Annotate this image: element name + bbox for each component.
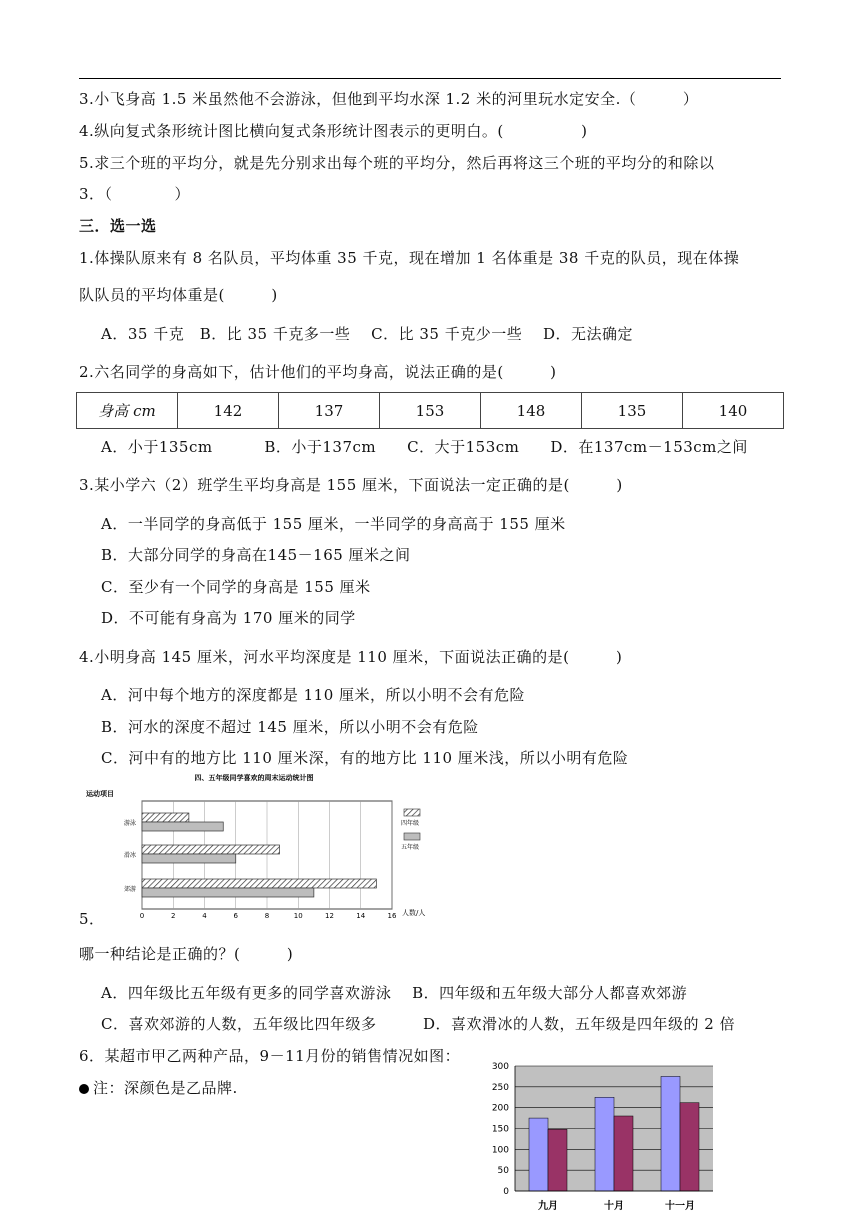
judge-q3: 3.小飞身高 1.5 米虽然他不会游泳，但他到平均水深 1.2 米的河里玩水定安全.（ ）: [79, 90, 699, 108]
mc1-stem-line2: 队队员的平均体重是( ): [79, 286, 278, 304]
y-tick-label: 100: [491, 1145, 509, 1156]
height-cell: 148: [481, 393, 582, 429]
y-tick-label: 50: [497, 1166, 509, 1177]
height-cell: 135: [582, 393, 683, 429]
bar-grade5: [142, 888, 314, 897]
bar-product-a: [661, 1076, 680, 1191]
sales-bar-chart: [480, 1058, 730, 1216]
mc1-stem-line1: 1.体操队原来有 8 名队员，平均体重 35 千克，现在增加 1 名体重是 38 千克的队员，现在体操: [79, 249, 740, 267]
judge-q5-line2: 3．（ ）: [79, 185, 191, 203]
category-label: 九月: [538, 1201, 558, 1212]
x-tick-label: 16: [387, 912, 397, 920]
bar-product-b: [680, 1103, 699, 1191]
bar-grade4: [142, 879, 376, 888]
category-label: 十一月: [665, 1201, 695, 1212]
x-tick-label: 2: [171, 912, 176, 920]
height-table: [76, 392, 784, 429]
chart-y-axis-label: 运动项目: [86, 790, 114, 798]
mc6-note: [79, 1077, 238, 1098]
mc3-option-c: C．至少有一个同学的身高是 155 厘米: [101, 578, 371, 596]
mc3-stem: 3.某小学六（2）班学生平均身高是 155 厘米，下面说法一定正确的是( ): [79, 476, 623, 494]
mc3-option-b: B．大部分同学的身高在145－165 厘米之间: [101, 546, 411, 564]
x-tick-label: 4: [202, 912, 207, 920]
mc5-options-line1: A．四年级比五年级有更多的同学喜欢游泳 B．四年级和五年级大部分人都喜欢郊游: [101, 984, 688, 1002]
y-tick-label: 0: [503, 1187, 509, 1197]
judge-q5-line1: 5.求三个班的平均分，就是先分别求出每个班的平均分，然后再将这三个班的平均分的和除以: [79, 154, 715, 172]
height-cell: 140: [683, 393, 784, 429]
bar-product-a: [595, 1097, 614, 1191]
bullet-icon: [79, 1084, 89, 1094]
x-tick-label: 0: [139, 912, 145, 920]
mc4-stem: 4.小明身高 145 厘米，河水平均深度是 110 厘米，下面说法正确的是( ): [79, 648, 623, 666]
x-tick-label: 10: [293, 912, 303, 920]
category-label: 游泳: [123, 820, 136, 827]
height-cell: 137: [279, 393, 380, 429]
mc5-question: 哪一种结论是正确的？( ): [79, 945, 294, 963]
mc2-options: A．小于135cm B．小于137cm C．大于153cm D．在137cm－153cm之间: [101, 438, 748, 456]
legend-swatch-grade5: [404, 833, 420, 840]
mc2-stem: 2.六名同学的身高如下，估计他们的平均身高，说法正确的是( ): [79, 363, 557, 381]
y-tick-label: 250: [491, 1082, 509, 1093]
category-label: 滑冰: [123, 852, 136, 859]
sports-bar-chart: [84, 770, 434, 920]
x-tick-label: 12: [325, 912, 334, 920]
bar-grade4: [142, 813, 189, 822]
bar-product-b: [614, 1116, 633, 1191]
x-tick-label: 8: [264, 912, 270, 920]
chart-title: 四、五年级同学喜欢的周末运动统计图: [194, 774, 314, 782]
y-tick-label: 150: [491, 1124, 509, 1135]
bar-grade5: [142, 854, 236, 863]
mc3-option-d: D．不可能有身高为 170 厘米的同学: [101, 609, 356, 627]
bar-grade5: [142, 822, 223, 831]
mc5-number: 5．: [79, 910, 105, 928]
category-label: 十月: [604, 1201, 624, 1212]
mc4-option-c: C．河中有的地方比 110 厘米深，有的地方比 110 厘米浅，所以小明有危险: [101, 749, 629, 767]
top-rule: [79, 78, 781, 79]
mc4-option-b: B．河水的深度不超过 145 厘米，所以小明不会有危险: [101, 718, 479, 736]
section-title: 三．选一选: [79, 217, 157, 235]
mc5-options-line2: C．喜欢郊游的人数，五年级比四年级多 D．喜欢滑冰的人数，五年级是四年级的 2 倍: [101, 1015, 736, 1033]
mc1-options: A．35 千克 B．比 35 千克多一些 C．比 35 千克少一些 D．无法确定: [101, 325, 633, 343]
height-cell: 153: [380, 393, 481, 429]
legend-label-grade4: 四年级: [401, 820, 420, 827]
legend-swatch-grade4: [404, 809, 420, 816]
mc4-option-a: A．河中每个地方的深度都是 110 厘米，所以小明不会有危险: [101, 686, 526, 704]
category-label: 郊游: [123, 886, 136, 893]
mc6-stem: 6．某超市甲乙两种产品，9－11月份的销售情况如图：: [79, 1047, 461, 1065]
legend-label-grade5: 五年级: [401, 844, 420, 851]
bar-grade4: [142, 845, 280, 854]
bar-product-a: [529, 1118, 548, 1191]
mc6-note-text: 注：深颜色是乙品牌.: [93, 1079, 238, 1097]
mc3-option-a: A．一半同学的身高低于 155 厘米，一半同学的身高高于 155 厘米: [101, 515, 566, 533]
x-tick-label: 14: [356, 912, 366, 920]
y-tick-label: 300: [491, 1062, 509, 1072]
x-tick-label: 6: [233, 912, 238, 920]
bar-product-b: [548, 1129, 567, 1191]
height-cell: 142: [178, 393, 279, 429]
chart-x-axis-label: 人数/人: [402, 909, 426, 917]
y-tick-label: 200: [491, 1103, 509, 1114]
judge-q4: 4.纵向复式条形统计图比横向复式条形统计图表示的更明白。( ): [79, 122, 588, 140]
height-table-header: 身高 cm: [77, 393, 178, 429]
